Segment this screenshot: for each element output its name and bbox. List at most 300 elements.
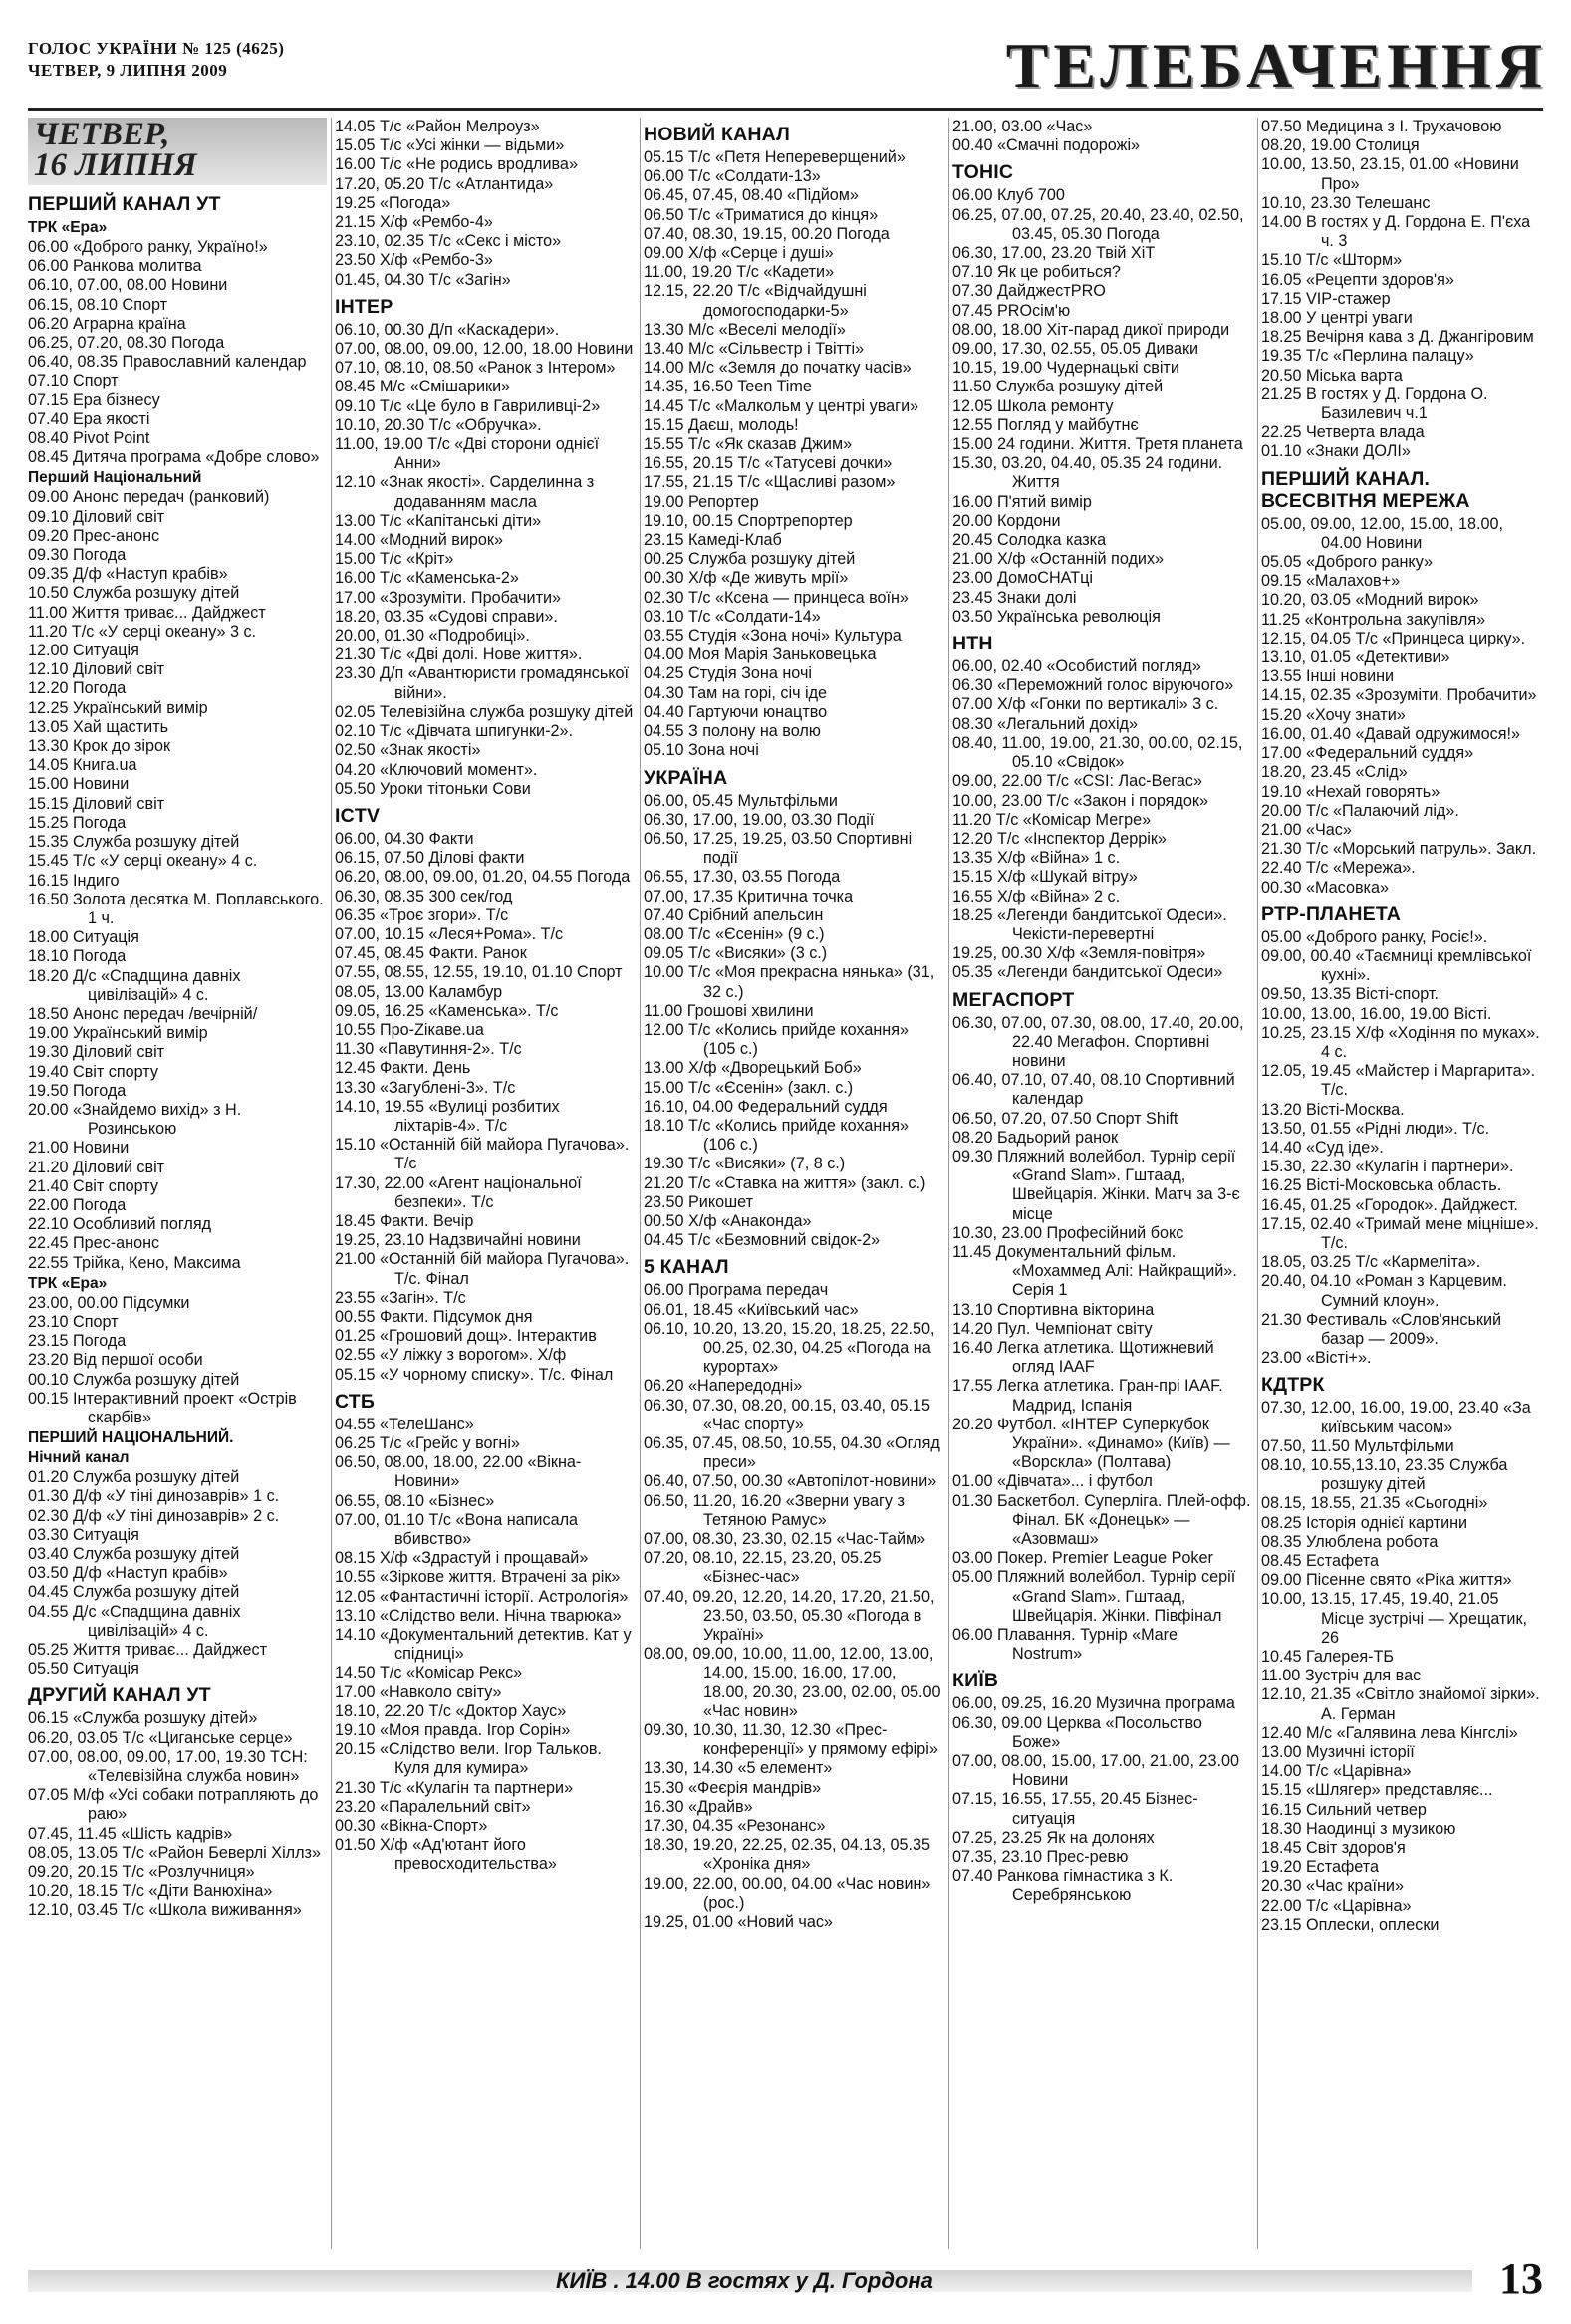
day-heading-line: 16 ЛИПНЯ: [34, 147, 197, 183]
program-listing: 02.10 Т/с «Дівчата шпигунки-2».: [335, 722, 573, 741]
program-listing: 23.30 Д/п «Авантюристи громадянської війни».: [335, 664, 630, 702]
program-listing: 14.05 Книга.ua: [28, 756, 137, 775]
program-listing: 15.00 Т/с «Єсенін» (закл. с.): [644, 1078, 854, 1097]
column-5: [1261, 118, 1544, 2249]
program-listing: 00.15 Інтерактивний проект «Острів скарбів»: [28, 1389, 297, 1426]
program-listing: 07.00, 01.10 Т/с «Вона написала вбивство»: [335, 1510, 579, 1549]
program-listing: 19.35 Т/с «Перлина палацу»: [1261, 347, 1474, 366]
channel-heading: УКРАЇНА: [644, 766, 728, 789]
program-listing: 18.25 «Легенди бандитської Одеси». Чекісти-перевертні: [952, 905, 1227, 943]
program-listing: 03.55 Студія «Зона ночі» Культура: [644, 627, 902, 646]
program-listing: 08.40 Pivot Point: [28, 429, 150, 448]
program-listing: 05.15 «У чорному списку». Т/с. Фінал: [335, 1365, 614, 1384]
program-listing: 03.40 Служба розшуку дітей: [28, 1545, 240, 1563]
program-listing: 15.10 «Останній бій майора Пугачова». Т/с: [335, 1136, 630, 1173]
program-listing: 12.40 М/с «Галявина лева Кінгслі»: [1261, 1723, 1518, 1742]
program-listing: 07.50, 11.50 Мультфільми: [1261, 1436, 1454, 1455]
program-listing: 20.50 Міська варта: [1261, 366, 1403, 385]
program-listing: 18.30 Наодинці з музикою: [1261, 1819, 1456, 1838]
program-listing: 19.30 Т/с «Висяки» (7, 8 с.): [644, 1155, 846, 1173]
program-listing: 09.30 Погода: [28, 546, 127, 565]
program-listing: 05.05 «Доброго ранку»: [1261, 553, 1433, 572]
program-listing: 13.05 Хай щастить: [28, 717, 169, 736]
program-listing: 09.00, 22.00 Т/с «CSI: Лас-Вегас»: [952, 772, 1203, 791]
day-heading-line: ЧЕТВЕР,: [34, 118, 170, 152]
program-listing: 07.45, 11.45 «Шість кадрів»: [28, 1824, 233, 1843]
program-listing: 07.00 Х/ф «Гонки по вертикалі» 3 с.: [952, 695, 1219, 714]
program-listing: 09.50, 13.35 Вісті-спорт.: [1261, 985, 1440, 1004]
program-listing: 02.55 «У ліжку з ворогом». Х/ф: [335, 1346, 567, 1365]
program-listing: 06.10, 07.00, 08.00 Новини: [28, 276, 228, 295]
program-listing: 06.40, 07.50, 00.30 «Автопілот-новини»: [644, 1472, 937, 1491]
column-2: [335, 118, 634, 2249]
program-listing: 07.10, 08.10, 08.50 «Ранок з Інтером»: [335, 359, 616, 378]
program-listing: 19.10 «Нехай говорять»: [1261, 782, 1440, 801]
program-listing: 00.25 Служба розшуку дітей: [644, 550, 856, 569]
program-listing: 04.30 Там на горі, січ іде: [644, 683, 828, 702]
program-listing: 06.50, 07.20, 07.50 Спорт Shift: [952, 1109, 1178, 1128]
program-listing: 16.55, 20.15 Т/с «Татусеві дочки»: [644, 454, 893, 473]
program-listing: 21.30 Т/с «Дві долі. Нове життя».: [335, 646, 583, 664]
program-listing: 17.15, 02.40 «Тримай мене міцніше». Т/с.: [1261, 1214, 1539, 1252]
program-listing: 06.35 «Троє згори». Т/с: [335, 905, 509, 924]
program-listing: 20.15 «Слідство вели. Ігор Тальков. Куля для кумира»: [335, 1740, 602, 1778]
program-listing: 14.20 Пул. Чемпіонат світу: [952, 1319, 1153, 1338]
program-listing: 06.50, 17.25, 19.25, 03.50 Спортивні події: [644, 829, 913, 868]
program-listing: 13.10 «Слідство вели. Нічна тварюка»: [335, 1606, 622, 1625]
program-listing: 05.15 Т/с «Петя Непереверщений»: [644, 148, 906, 166]
program-listing: 17.30, 22.00 «Агент національної безпеки». Т/с: [335, 1173, 582, 1211]
program-listing: 07.55, 08.55, 12.55, 19.10, 01.10 Спорт: [335, 963, 623, 982]
program-listing: 15.15 Діловий світ: [28, 794, 165, 813]
program-listing: 07.30, 12.00, 16.00, 19.00, 23.40 «За київським часом»: [1261, 1399, 1531, 1436]
program-listing: 06.20 «Напередодні»: [644, 1377, 803, 1396]
program-listing: 07.50 Медицина з І. Трухачовою: [1261, 118, 1502, 135]
column-4: [952, 118, 1251, 2249]
program-listing: 12.00 Т/с «Колись прийде кохання» (105 с.): [644, 1020, 910, 1059]
program-listing: 19.40 Світ спорту: [28, 1062, 159, 1081]
program-listing: 23.55 «Загін». Т/с: [335, 1288, 466, 1307]
program-listing: 08.35 Улюблена робота: [1261, 1532, 1439, 1551]
program-listing: 15.15 «Шлягер» представляє...: [1261, 1781, 1493, 1800]
channel-heading: НТН: [952, 633, 993, 655]
program-listing: 18.45 Світ здоров'я: [1261, 1839, 1406, 1858]
column-divider: [948, 118, 949, 2249]
program-listing: 05.25 Життя триває... Дайджест: [28, 1641, 268, 1660]
program-listing: 06.00 «Доброго ранку, Україно!»: [28, 238, 268, 256]
program-listing: 11.00 Грошові хвилини: [644, 1001, 814, 1020]
program-listing: 09.00 Пісенне свято «Ріка життя»: [1261, 1571, 1512, 1590]
program-listing: 00.10 Служба розшуку дітей: [28, 1370, 240, 1389]
program-listing: 05.00 Пляжний волейбол. Турнір серії «Grand Slam». Гштаад, Швейцарія. Жінки. Півфінал: [952, 1568, 1236, 1625]
program-listing: 08.20, 19.00 Столиця: [1261, 136, 1420, 155]
program-listing: 09.05 Т/с «Висяки» (3 с.): [644, 944, 828, 963]
program-listing: 01.25 «Грошовий дощ». Інтерактив: [335, 1327, 597, 1346]
program-listing: 20.00 Т/с «Палаючий лід».: [1261, 801, 1459, 820]
program-listing: 10.10, 23.30 Телешанс: [1261, 193, 1431, 212]
program-listing: 13.35 Х/ф «Війна» 1 с.: [952, 849, 1121, 868]
program-listing: 06.00 Програма передач: [644, 1281, 829, 1300]
program-listing: 21.30 Т/с «Кулагін та партнери»: [335, 1778, 574, 1797]
program-listing: 00.50 Х/ф «Анаконда»: [644, 1211, 812, 1230]
program-listing: 18.00 Ситуація: [28, 928, 139, 947]
program-listing: 06.30, 09.00 Церква «Посольство Боже»: [952, 1713, 1202, 1751]
program-listing: 22.45 Прес-анонс: [28, 1234, 160, 1253]
program-listing: 20.40, 04.10 «Роман з Карцевим. Сумний клоун».: [1261, 1272, 1507, 1310]
program-listing: 05.35 «Легенди бандитської Одеси»: [952, 963, 1223, 982]
program-listing: 14.10 «Документальний детектив. Кат у спідниці»: [335, 1626, 632, 1664]
program-listing: 04.55 «ТелеШанс»: [335, 1415, 474, 1433]
program-listing: 22.40 Т/с «Мережа».: [1261, 859, 1416, 878]
column-divider: [331, 118, 332, 2249]
program-listing: 17.30, 04.35 «Резонанс»: [644, 1817, 826, 1836]
program-listing: 06.25 Т/с «Грейс у вогні»: [335, 1434, 520, 1452]
program-listing: 21.15 Х/ф «Рембо-4»: [335, 213, 493, 232]
program-listing: 09.00, 00.40 «Таємниці кремлівської кухні».: [1261, 946, 1532, 985]
program-listing: 06.20, 08.00, 09.00, 01.20, 04.55 Погода: [335, 868, 631, 887]
program-listing: 01.30 Баскетбол. Суперліга. Плей-офф. Фінал. БК «Донецьк» — «Азовмаш»: [952, 1491, 1251, 1549]
program-listing: 13.40 М/с «Сільвестр і Твітті»: [644, 340, 865, 359]
channel-heading: ТОНІС: [952, 161, 1014, 184]
program-listing: 14.50 Т/с «Комісар Рекс»: [335, 1664, 523, 1682]
program-listing: 05.00, 09.00, 12.00, 15.00, 18.00, 04.00 Новини: [1261, 514, 1504, 552]
program-listing: 08.25 Історія однієї картини: [1261, 1513, 1468, 1532]
program-listing: 11.25 «Контрольна закупівля»: [1261, 610, 1486, 629]
channel-heading: ПЕРШИЙ КАНАЛ УТ: [28, 193, 221, 215]
program-listing: 17.55 Легка атлетика. Гран-прі IAAF. Мадрид, Іспанія: [952, 1377, 1223, 1415]
program-listing: 11.50 Служба розшуку дітей: [952, 378, 1164, 396]
program-listing: 04.20 «Ключовий момент».: [335, 760, 538, 779]
channel-heading: КДТРК: [1261, 1374, 1325, 1397]
program-listing: 17.20, 05.20 Т/с «Атлантида»: [335, 174, 554, 193]
program-listing: 14.00 В гостях у Д. Гордона Е. П'єха ч. 3: [1261, 213, 1531, 251]
program-listing: 20.45 Солодка казка: [952, 531, 1107, 550]
program-listing: 07.00, 10.15 «Леся+Рома». Т/с: [335, 924, 564, 943]
program-listing: 06.15, 08.10 Спорт: [28, 295, 168, 314]
channel-heading: ДРУГИЙ КАНАЛ УТ: [28, 1684, 211, 1707]
program-listing: 17.00 «Зрозуміти. Пробачити»: [335, 588, 562, 607]
program-listing: 04.00 Моя Марія Заньковецька: [644, 646, 877, 664]
program-listing: 06.30, 07.00, 07.30, 08.00, 17.40, 20.00, 22.40 Мегафон. Спортивні новини: [952, 1013, 1244, 1070]
program-listing: 23.15 Погода: [28, 1332, 127, 1351]
program-listing: 11.20 Т/с «У серці океану» 3 с.: [28, 622, 257, 641]
program-listing: 20.20 Футбол. «ІНТЕР Суперкубок України». «Динамо» (Київ) — «Ворскла» (Полтава): [952, 1415, 1230, 1472]
program-listing: 13.00 Х/ф «Дворецький Боб»: [644, 1059, 862, 1078]
program-listing: 19.25, 00.30 Х/ф «Земля-повітря»: [952, 944, 1206, 963]
program-listing: 19.50 Погода: [28, 1081, 127, 1100]
column-divider: [1257, 118, 1258, 2249]
program-listing: 22.55 Трійка, Кено, Максима: [28, 1253, 241, 1272]
program-listing: 18.25 Вечірня кава з Д. Джангіровим: [1261, 328, 1534, 347]
program-listing: 02.05 Телевізійна служба розшуку дітей: [335, 702, 634, 721]
program-listing: 15.30, 03.20, 04.40, 05.35 24 години. Життя: [952, 454, 1223, 492]
program-listing: 10.10, 20.30 Т/с «Обручка».: [335, 415, 542, 434]
program-listing: 21.25 В гостях у Д. Гордона О. Базилевич ч.1: [1261, 385, 1488, 423]
program-listing: 15.35 Служба розшуку дітей: [28, 833, 240, 852]
program-listing: 23.45 Знаки долі: [952, 588, 1077, 607]
program-listing: 09.00, 17.30, 02.55, 05.05 Диваки: [952, 340, 1199, 359]
program-listing: 08.20 Бадьорий ранок: [952, 1128, 1119, 1147]
program-listing: 07.00, 08.00, 15.00, 17.00, 21.00, 23.00 Новини: [952, 1752, 1240, 1790]
program-listing: 06.00, 05.45 Мультфільми: [644, 791, 838, 810]
program-listing: 08.00 Т/с «Єсенін» (9 с.): [644, 924, 825, 943]
program-listing: 16.30 «Драйв»: [644, 1797, 753, 1816]
program-listing: 11.00 Життя триває... Дайджест: [28, 603, 266, 622]
program-listing: 13.10 Спортивна вікторина: [952, 1300, 1155, 1319]
channel-subheading: ТРК «Ера»: [28, 219, 108, 236]
program-listing: 12.45 Факти. День: [335, 1059, 471, 1078]
program-listing: 07.40 Ера якості: [28, 409, 150, 428]
channel-heading: 5 КАНАЛ: [644, 1256, 729, 1279]
program-listing: 12.00 Ситуація: [28, 642, 139, 660]
program-listing: 01.45, 04.30 Т/с «Загін»: [335, 270, 511, 289]
program-listing: 10.00 Т/с «Моя прекрасна нянька» (31, 32 с.): [644, 963, 935, 1001]
program-listing: 11.00, 19.00 Т/с «Дві сторони однієї Анни»: [335, 435, 600, 473]
program-listing: 08.05, 13.00 Каламбур: [335, 982, 503, 1001]
channel-subheading: ТРК «Ера»: [28, 1274, 108, 1292]
program-listing: 00.55 Факти. Підсумок дня: [335, 1307, 533, 1326]
program-listing: 23.10 Спорт: [28, 1312, 119, 1331]
program-listing: 16.40 Легка атлетика. Щотижневий огляд IAAF: [952, 1338, 1214, 1377]
program-listing: 09.35 Д/ф «Наступ крабів»: [28, 565, 228, 584]
channel-heading: КИЇВ: [952, 1670, 999, 1692]
masthead-info: [28, 38, 284, 82]
program-listing: 10.55 Про-Zікаве.ua: [335, 1020, 484, 1039]
program-listing: 10.45 Галерея-ТБ: [1261, 1648, 1394, 1667]
program-listing: 23.50 Рикошет: [644, 1192, 753, 1211]
program-listing: 12.15, 22.20 Т/с «Відчайдушні домогосподарки-5»: [644, 282, 867, 320]
program-listing: 12.20 Т/с «Інспектор Деррік»: [952, 829, 1167, 848]
issue-date: ЧЕТВЕР, 9 ЛИПНЯ 2009: [28, 61, 228, 80]
program-listing: 12.20 Погода: [28, 679, 127, 698]
program-listing: 07.00, 08.00, 09.00, 12.00, 18.00 Новини: [335, 340, 634, 359]
program-listing: 14.00 М/с «Земля до початку часів»: [644, 359, 912, 378]
program-listing: 13.30 «Загублені-3». Т/с: [335, 1078, 516, 1097]
program-listing: 06.25, 07.00, 07.25, 20.40, 23.40, 02.50, 03.45, 05.30 Погода: [952, 205, 1244, 243]
program-listing: 15.05 Т/с «Усі жінки — відьми»: [335, 136, 565, 155]
program-listing: 19.25, 01.00 «Новий час»: [644, 1913, 833, 1932]
program-listing: 11.20 Т/с «Комісар Мегре»: [952, 810, 1152, 829]
program-listing: 13.10, 01.05 «Детективи»: [1261, 648, 1450, 667]
program-listing: 06.00, 02.40 «Особистий погляд»: [952, 657, 1201, 676]
program-listing: 19.20 Естафета: [1261, 1858, 1379, 1877]
program-listing: 15.30 «Феєрія мандрів»: [644, 1778, 822, 1797]
program-listing: 07.00, 17.35 Критична точка: [644, 887, 854, 905]
program-listing: 08.45 М/с «Смішарики»: [335, 378, 511, 396]
program-listing: 14.00 «Модний вирок»: [335, 531, 504, 550]
program-listing: 13.00 Т/с «Капітанські діти»: [335, 511, 542, 530]
program-listing: 06.00, 04.30 Факти: [335, 829, 474, 848]
program-listing: 06.50, 11.20, 16.20 «Зверни увагу з Тетяною Рамус»: [644, 1491, 905, 1529]
program-listing: 16.15 Індиго: [28, 871, 120, 890]
program-listing: 22.00 Т/с «Царівна»: [1261, 1896, 1412, 1915]
program-listing: 16.00, 01.40 «Давай одружимося!»: [1261, 724, 1520, 743]
program-listing: 08.40, 11.00, 19.00, 21.30, 00.00, 02.15, 05.10 «Свідок»: [952, 733, 1243, 772]
program-listing: 02.30 Д/ф «У тіні динозаврів» 2 с.: [28, 1506, 280, 1525]
program-listing: 16.55 Х/ф «Війна» 2 с.: [952, 887, 1121, 905]
program-listing: 14.10, 19.55 «Вулиці розбитих ліхтарів-4». Т/с: [335, 1097, 560, 1135]
program-listing: 15.10 Т/с «Шторм»: [1261, 251, 1403, 270]
program-listing: 21.00 Х/ф «Останній подих»: [952, 550, 1165, 569]
program-listing: 10.00, 13.50, 23.15, 01.00 «Новини Про»: [1261, 155, 1519, 193]
program-listing: 07.30 ДайджестPRO: [952, 282, 1106, 301]
program-listing: 10.30, 23.00 Професійний бокс: [952, 1223, 1184, 1242]
program-listing: 06.30, 17.00, 23.20 Твій ХіТ: [952, 244, 1156, 263]
program-listing: 07.10 Спорт: [28, 372, 119, 390]
program-listing: 23.10, 02.35 Т/с «Секс і місто»: [335, 232, 562, 251]
program-listing: 12.05 «Фантастичні історії. Астрологія»: [335, 1587, 629, 1606]
program-listing: 05.10 Зона ночі: [644, 741, 759, 760]
program-listing: 06.15 «Служба розшуку дітей»: [28, 1709, 258, 1728]
program-listing: 10.25, 23.15 Х/ф «Ходіння по муках». 4 с.: [1261, 1023, 1540, 1061]
program-listing: 23.50 Х/ф «Рембо-3»: [335, 251, 493, 270]
program-listing: 11.30 «Павутиння-2». Т/с: [335, 1040, 522, 1059]
program-listing: 01.10 «Знаки ДОЛІ»: [1261, 442, 1411, 461]
program-listing: 07.40, 09.20, 12.20, 14.20, 17.20, 21.50, 23.50, 03.50, 05.30 «Погода в Україні»: [644, 1587, 935, 1645]
program-listing: 23.00, 00.00 Підсумки: [28, 1293, 190, 1312]
program-listing: 08.15, 18.55, 21.35 «Сьогодні»: [1261, 1494, 1488, 1513]
program-listing: 16.05 «Рецепти здоров'я»: [1261, 270, 1454, 289]
footer-promo: КИЇВ . 14.00 В гостях у Д. Гордона: [556, 2268, 933, 2293]
program-listing: 03.50 Українська революція: [952, 607, 1161, 626]
program-listing: 17.00 «Навколо світу»: [335, 1682, 502, 1701]
program-listing: 06.10, 00.30 Д/п «Каскадери».: [335, 320, 560, 339]
program-listing: 04.40 Гартуючи юнацтво: [644, 702, 828, 721]
program-listing: 09.10 Т/с «Це було в Гавриливці-2»: [335, 396, 601, 415]
program-listing: 19.25 «Погода»: [335, 193, 451, 212]
program-listing: 10.20, 18.15 Т/с «Діти Ванюхіна»: [28, 1882, 273, 1901]
program-listing: 10.20, 03.05 «Модний вирок»: [1261, 591, 1479, 610]
program-listing: 06.25, 07.20, 08.30 Погода: [28, 334, 225, 353]
program-listing: 04.25 Студія Зона ночі: [644, 664, 812, 683]
program-listing: 18.05, 03.25 Т/с «Кармеліта».: [1261, 1253, 1481, 1272]
program-listing: 03.50 Д/ф «Наступ крабів»: [28, 1564, 228, 1583]
program-listing: 14.45 Т/с «Малкольм у центрі уваги»: [644, 396, 919, 415]
program-listing: 15.00 Т/с «Кріт»: [335, 550, 454, 569]
program-listing: 23.00 ДомоСНАТці: [952, 569, 1093, 588]
program-listing: 21.00 «Останній бій майора Пугачова». Т/с. Фінал: [335, 1250, 630, 1288]
program-listing: 18.20, 23.45 «Слід»: [1261, 763, 1408, 782]
program-listing: 15.30, 22.30 «Кулагін і партнери».: [1261, 1158, 1514, 1176]
program-listing: 08.30 «Легальний дохід»: [952, 714, 1138, 733]
program-listing: 15.15 Даєш, молодь!: [644, 415, 799, 434]
program-listing: 12.55 Погляд у майбутнє: [952, 415, 1139, 434]
program-listing: 21.00 «Час»: [1261, 820, 1352, 839]
program-listing: 23.00 «Вісті+».: [1261, 1349, 1372, 1368]
program-listing: 16.00 П'ятий вимір: [952, 492, 1092, 511]
program-listing: 06.35, 07.45, 08.50, 10.55, 04.30 «Огляд преси»: [644, 1434, 940, 1472]
program-listing: 05.50 Уроки тітоньки Сови: [335, 779, 531, 798]
program-listing: 16.00 Т/с «Каменська-2»: [335, 569, 519, 588]
program-listing: 07.15, 16.55, 17.55, 20.45 Бізнес-ситуація: [952, 1790, 1198, 1828]
program-listing: 21.40 Світ спорту: [28, 1176, 159, 1195]
program-listing: 19.10, 00.15 Спортрепортер: [644, 511, 853, 530]
column-divider: [640, 118, 641, 2249]
program-listing: 23.15 Камеді-Клаб: [644, 531, 782, 550]
program-listing: 01.30 Д/ф «У тіні динозаврів» 1 с.: [28, 1487, 280, 1506]
program-listing: 21.00, 03.00 «Час»: [952, 118, 1093, 135]
program-listing: 07.10 Як це робиться?: [952, 263, 1121, 282]
program-listing: 11.00, 19.20 Т/с «Кадети»: [644, 263, 835, 282]
program-listing: 18.00 У центрі уваги: [1261, 309, 1413, 328]
program-listing: 13.55 Інші новини: [1261, 667, 1395, 686]
program-listing: 13.30, 14.30 «5 елемент»: [644, 1759, 833, 1778]
program-listing: 15.00 Новини: [28, 775, 130, 794]
program-listing: 06.45, 07.45, 08.40 «Підйом»: [644, 186, 859, 205]
program-listing: 15.55 Т/с «Як сказав Джим»: [644, 435, 853, 454]
program-listing: 12.05, 19.45 «Майстер і Маргарита». Т/с.: [1261, 1062, 1536, 1100]
program-listing: 12.10 Діловий світ: [28, 660, 165, 679]
program-listing: 00.40 «Смачні подорожі»: [952, 136, 1141, 155]
header-rule: [28, 108, 1543, 111]
program-listing: 23.20 «Паралельний світ»: [335, 1797, 531, 1816]
program-listing: 07.05 М/ф «Усі собаки потрапляють до раю»: [28, 1786, 319, 1824]
program-listing: 06.30, 17.00, 19.00, 03.30 Події: [644, 810, 875, 829]
program-listing: 06.55, 17.30, 03.55 Погода: [644, 868, 841, 887]
program-listing: 07.40, 08.30, 19.15, 00.20 Погода: [644, 224, 890, 243]
program-listing: 06.40, 08.35 Православний календар: [28, 353, 307, 372]
program-listing: 15.25 Погода: [28, 813, 127, 832]
program-listing: 03.00 Покер. Premier League Poker: [952, 1549, 1213, 1568]
program-listing: 10.00, 13.15, 17.45, 19.40, 21.05 Місце зустрічі — Хрещатик, 26: [1261, 1590, 1528, 1647]
program-listing: 00.30 Х/ф «Де живуть мрії»: [644, 569, 849, 588]
program-listing: 07.45 PROсім'ю: [952, 301, 1071, 320]
program-listing: 10.15, 19.00 Чудернацькі світи: [952, 359, 1179, 378]
program-listing: 06.00 Плавання. Турнір «Mare Nostrum»: [952, 1626, 1178, 1664]
program-listing: 09.15 «Малахов+»: [1261, 572, 1401, 591]
page-footer: [28, 2254, 1543, 2303]
program-listing: 14.35, 16.50 Teen Time: [644, 378, 812, 396]
program-listing: 04.55 З полону на волю: [644, 722, 821, 741]
channel-subheading: Перший Національний: [28, 469, 202, 487]
program-listing: 16.25 Вісті-Московська область.: [1261, 1176, 1502, 1195]
program-listing: 07.15 Ера бізнесу: [28, 390, 160, 409]
program-listing: 06.20 Аграрна країна: [28, 314, 186, 333]
program-listing: 01.00 «Дівчата»... і футбол: [952, 1472, 1153, 1491]
program-listing: 12.10, 03.45 Т/с «Школа виживання»: [28, 1901, 302, 1920]
program-listing: 06.40, 07.10, 07.40, 08.10 Спортивний календар: [952, 1071, 1235, 1109]
program-listing: 16.50 Золота десятка М. Поплавського. 1 ч.: [28, 890, 324, 927]
channel-heading: ПЕРШИЙ КАНАЛ. ВСЕСВІТНЯ МЕРЕЖА: [1261, 467, 1470, 512]
column-1: [28, 118, 327, 2249]
day-heading: [28, 118, 327, 185]
program-listing: 18.10, 22.20 Т/с «Доктор Хаус»: [335, 1701, 567, 1720]
program-listing: 01.50 Х/ф «Ад'ютант його превосходительства»: [335, 1836, 557, 1874]
program-listing: 04.45 Служба розшуку дітей: [28, 1583, 240, 1602]
program-listing: 01.20 Служба розшуку дітей: [28, 1468, 240, 1487]
program-listing: 07.20, 08.10, 22.15, 23.20, 05.25 «Бізнес-час»: [644, 1549, 882, 1587]
program-listing: 19.10 «Моя правда. Ігор Сорін»: [335, 1721, 571, 1740]
program-listing: 09.30, 10.30, 11.30, 12.30 «Прес-конференції» у прямому ефірі»: [644, 1721, 938, 1759]
program-listing: 08.45 Естафета: [1261, 1552, 1379, 1571]
program-listing: 19.25, 23.10 Надзвичайні новини: [335, 1231, 581, 1250]
program-listing: 22.25 Четверта влада: [1261, 423, 1425, 442]
program-listing: 12.15, 04.05 Т/с «Принцеса цирку».: [1261, 629, 1526, 647]
program-listing: 18.20 Д/с «Спадщина давніх цивілізацій» 4 с.: [28, 966, 241, 1004]
program-listing: 12.10 «Знак якості». Сарделинна з додаванням масла: [335, 473, 595, 511]
program-listing: 06.30 «Переможний голос віруючого»: [952, 676, 1234, 695]
program-listing: 09.00 Х/ф «Серце і душі»: [644, 244, 834, 263]
program-listing: 06.55, 08.10 «Бізнес»: [335, 1491, 495, 1510]
program-listing: 07.00, 08.30, 23.30, 02.15 «Час-Тайм»: [644, 1530, 926, 1549]
program-listing: 20.00 «Знайдемо вихід» з Н. Розинською: [28, 1100, 242, 1139]
program-listing: 18.50 Анонс передач /вечірній/: [28, 1004, 258, 1023]
section-title: ТЕЛЕБАЧЕННЯ: [1005, 30, 1547, 101]
program-listing: 07.00, 08.00, 09.00, 17.00, 19.30 ТСН: «Телевізійна служба новин»: [28, 1747, 308, 1786]
program-listing: 08.15 Х/ф «Здрастуй і прощавай»: [335, 1549, 589, 1568]
program-listing: 22.00 Погода: [28, 1195, 127, 1214]
program-listing: 08.10, 10.55,13.10, 23.35 Служба розшуку дітей: [1261, 1456, 1508, 1494]
